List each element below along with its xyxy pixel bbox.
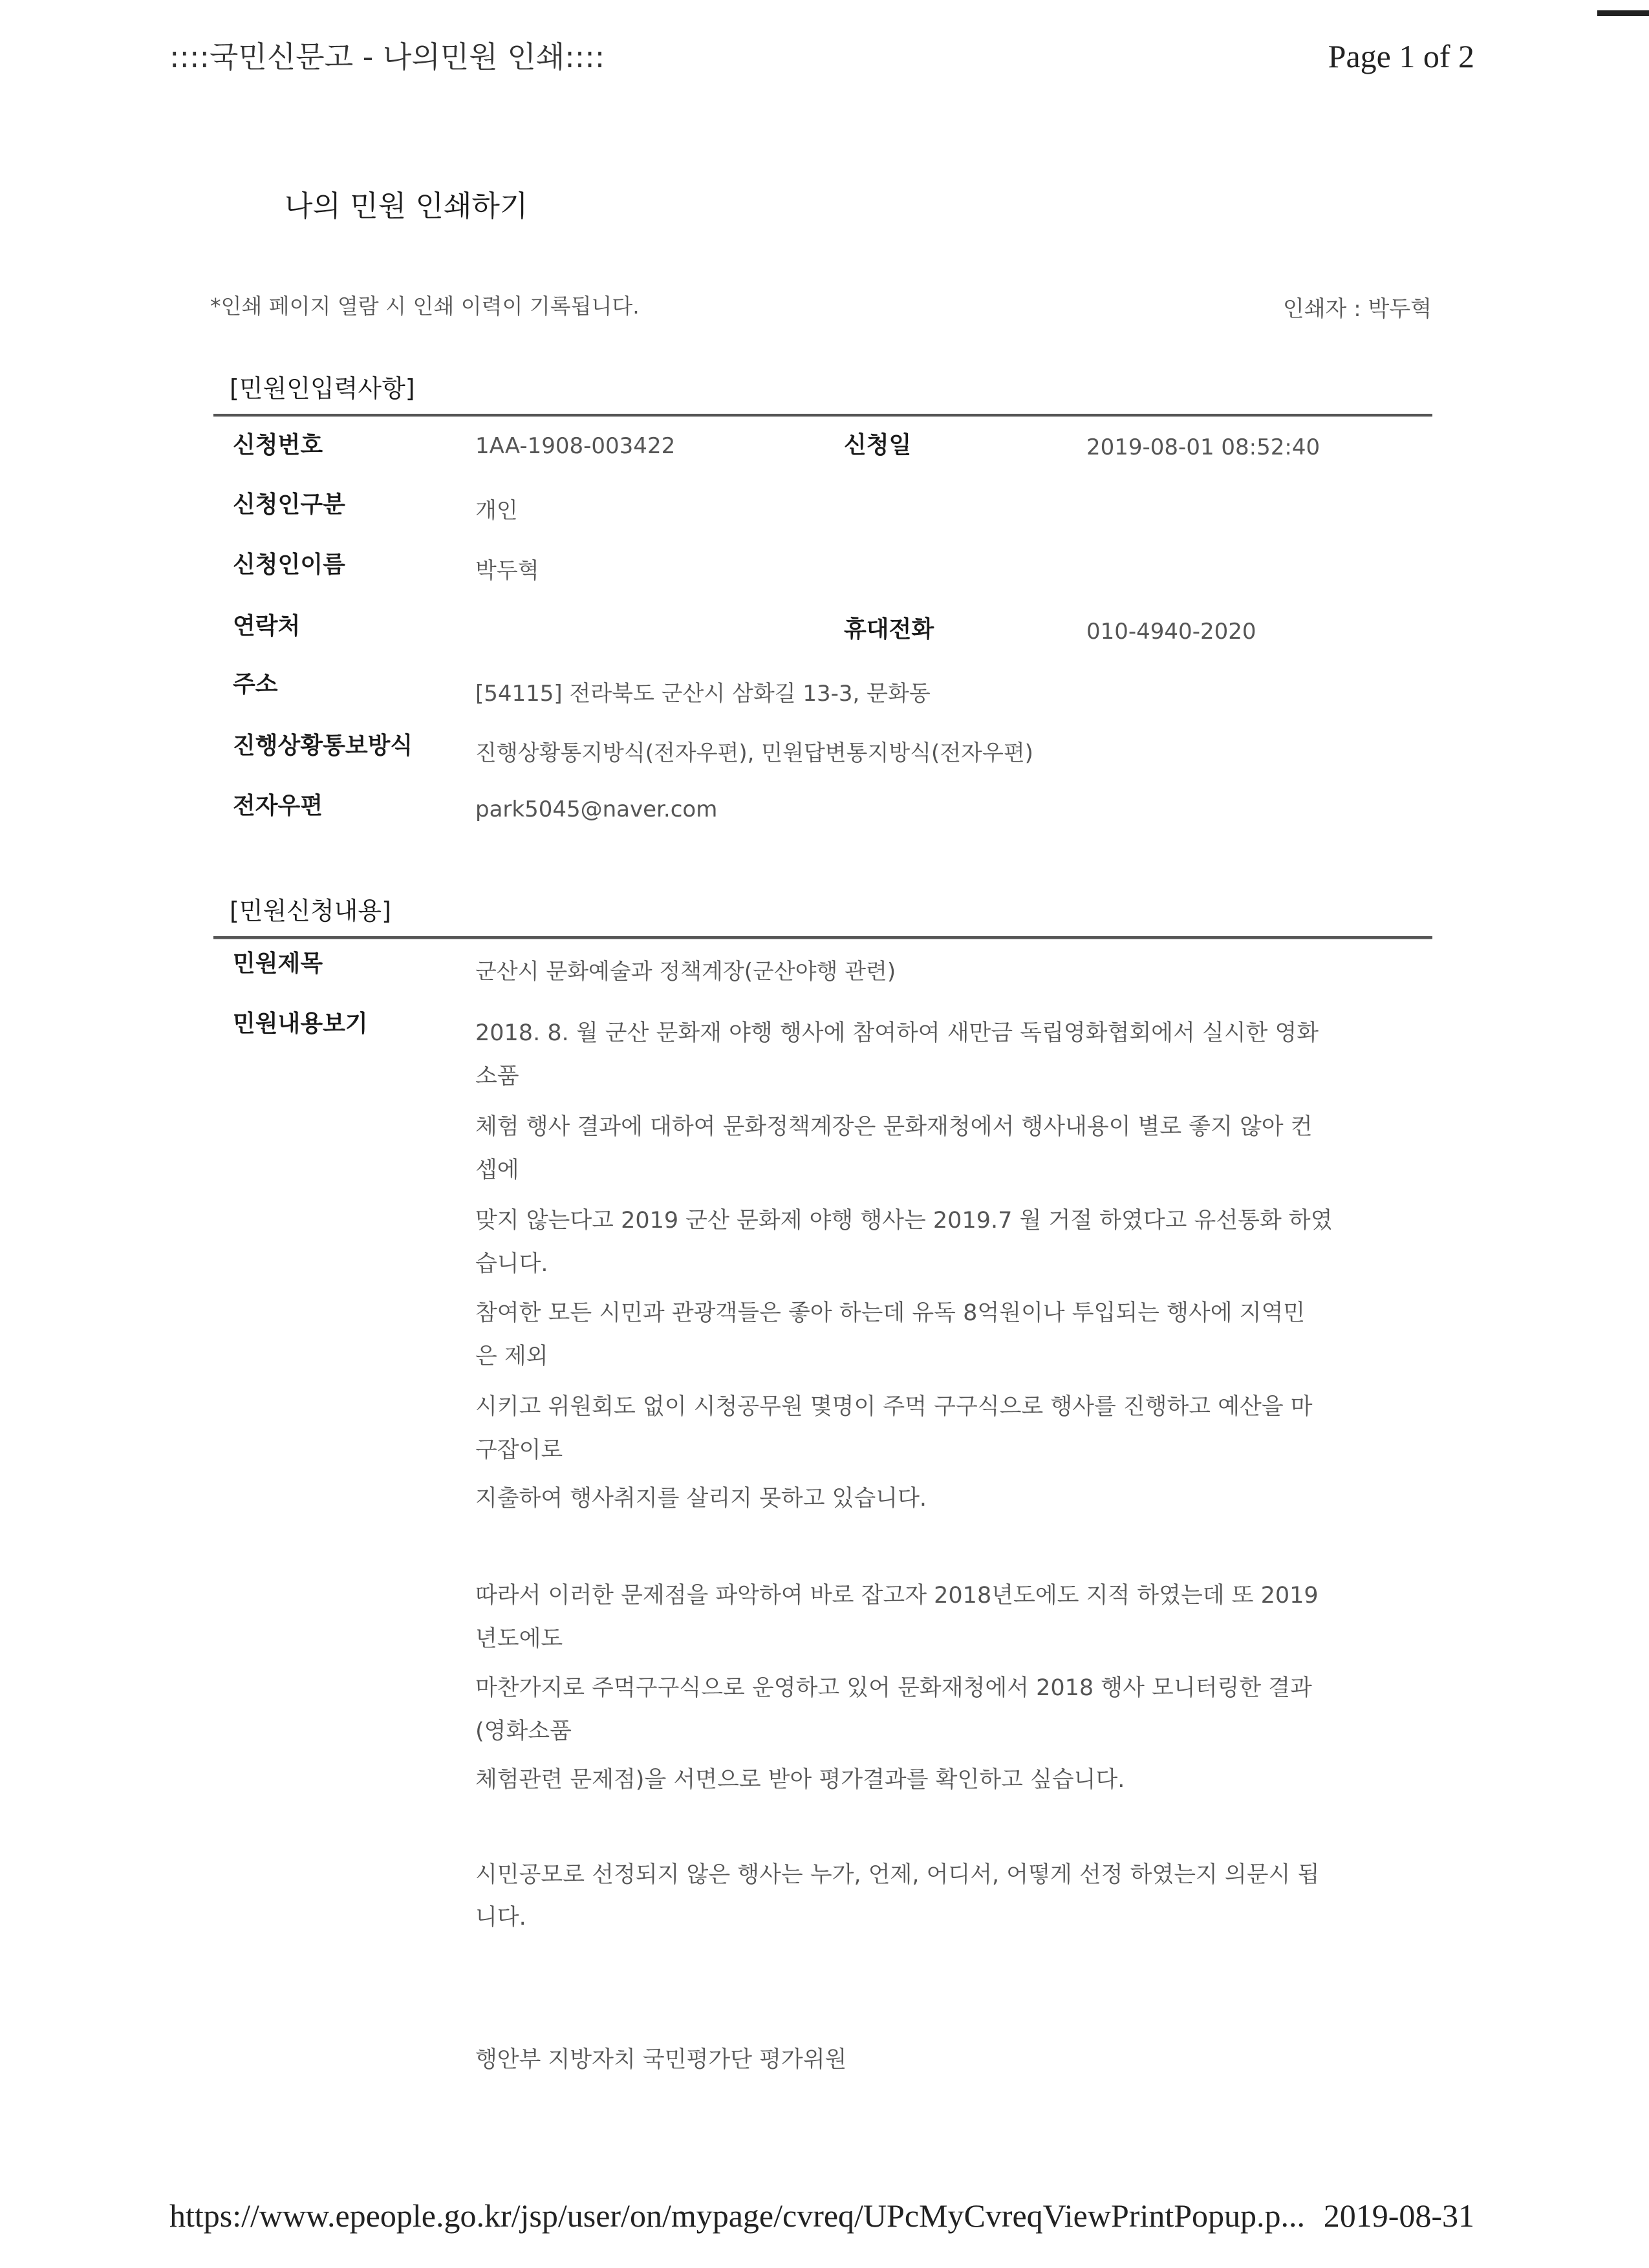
section-divider xyxy=(213,414,1432,417)
page-title: 나의 민원 인쇄하기 xyxy=(285,189,528,223)
label-complaint-content: 민원내용보기 xyxy=(233,1011,368,1037)
content-line: 시키고 위원회도 없이 시청공무원 몇명이 주먹 구구식으로 행사를 진행하고 예산을 마 xyxy=(475,1394,1313,1420)
content-line: 셉에 xyxy=(475,1157,519,1183)
content-line: 년도에도 xyxy=(475,1626,563,1652)
value-address: [54115] 전라북도 군산시 삼화길 13-3, 문화동 xyxy=(475,681,931,707)
content-line: 니다. xyxy=(475,1905,526,1931)
content-line: 습니다. xyxy=(475,1251,548,1277)
label-applicant-type: 신청인구분 xyxy=(233,491,345,518)
value-applicant-type: 개인 xyxy=(475,498,518,524)
content-line: 구잡이로 xyxy=(475,1437,563,1463)
value-email: park5045@naver.com xyxy=(475,797,718,822)
section-title-applicant: [민원인입력사항] xyxy=(230,374,415,403)
label-applicant-name: 신청인이름 xyxy=(233,551,345,578)
print-notice: *인쇄 페이지 열람 시 인쇄 이력이 기록됩니다. xyxy=(210,294,640,319)
content-line: 2018. 8. 월 군산 문화재 야행 행사에 참여하여 새만금 독립영화협회에서 실시한 영화 xyxy=(475,1020,1319,1046)
section-title-complaint: [민원신청내용] xyxy=(230,897,391,925)
label-notification-method: 진행상황통보방식 xyxy=(233,733,413,759)
value-application-date: 2019-08-01 08:52:40 xyxy=(1086,434,1320,460)
label-application-number: 신청번호 xyxy=(233,432,323,458)
page-number: Page 1 of 2 xyxy=(1328,38,1474,74)
label-complaint-subject: 민원제목 xyxy=(233,950,323,977)
content-line: 참여한 모든 시민과 관광객들은 좋아 하는데 유독 8억원이나 투입되는 행사에 지역민 xyxy=(475,1300,1306,1326)
content-line: 행안부 지방자치 국민평가단 평가위원 xyxy=(475,2047,847,2073)
value-mobile-phone: 010-4940-2020 xyxy=(1086,619,1256,645)
content-line: 시민공모로 선정되지 않은 행사는 누가, 언제, 어디서, 어떻게 선정 하였는지 의문시 됩 xyxy=(475,1862,1320,1888)
value-complaint-subject: 군산시 문화예술과 정책계장(군산야행 관련) xyxy=(475,959,896,985)
printer-name: 인쇄자 : 박두혁 xyxy=(1282,296,1432,322)
label-address: 주소 xyxy=(233,671,278,698)
scan-artifact xyxy=(1597,10,1649,16)
content-line: 맞지 않는다고 2019 군산 문화제 야행 행사는 2019.7 월 거절 하였다고 유선통화 하였 xyxy=(475,1208,1333,1234)
section-divider xyxy=(213,936,1432,939)
label-mobile-phone: 휴대전화 xyxy=(844,616,934,643)
content-line: (영화소품 xyxy=(475,1718,572,1744)
footer-url: https://www.epeople.go.kr/jsp/user/on/mypage/cvreq/UPcMyCvreqViewPrintPopup.p... xyxy=(169,2198,1306,2234)
content-line: 소품 xyxy=(475,1064,519,1089)
content-line: 따라서 이러한 문제점을 파악하여 바로 잡고자 2018년도에도 지적 하였는데 또 2019 xyxy=(475,1583,1319,1609)
content-line: 마찬가지로 주먹구구식으로 운영하고 있어 문화재청에서 2018 행사 모니터링한 결과 xyxy=(475,1675,1312,1701)
content-line: 체험 행사 결과에 대하여 문화정책계장은 문화재청에서 행사내용이 별로 좋지 않아 컨 xyxy=(475,1114,1313,1140)
content-line: 은 제외 xyxy=(475,1343,548,1369)
content-line: 체험관련 문제점)을 서면으로 받아 평가결과를 확인하고 싶습니다. xyxy=(475,1767,1125,1793)
content-line: 지출하여 행사취지를 살리지 못하고 있습니다. xyxy=(475,1486,927,1512)
value-applicant-name: 박두혁 xyxy=(475,558,539,584)
value-notification-method: 진행상황통지방식(전자우편), 민원답변통지방식(전자우편) xyxy=(475,740,1033,766)
value-application-number: 1AA-1908-003422 xyxy=(475,433,676,459)
footer-date: 2019-08-31 xyxy=(1323,2198,1474,2234)
label-application-date: 신청일 xyxy=(844,432,912,458)
print-header-title: ::::국민신문고 - 나의민원 인쇄:::: xyxy=(169,39,605,74)
label-contact: 연락처 xyxy=(233,613,301,639)
label-email: 전자우편 xyxy=(233,793,323,819)
